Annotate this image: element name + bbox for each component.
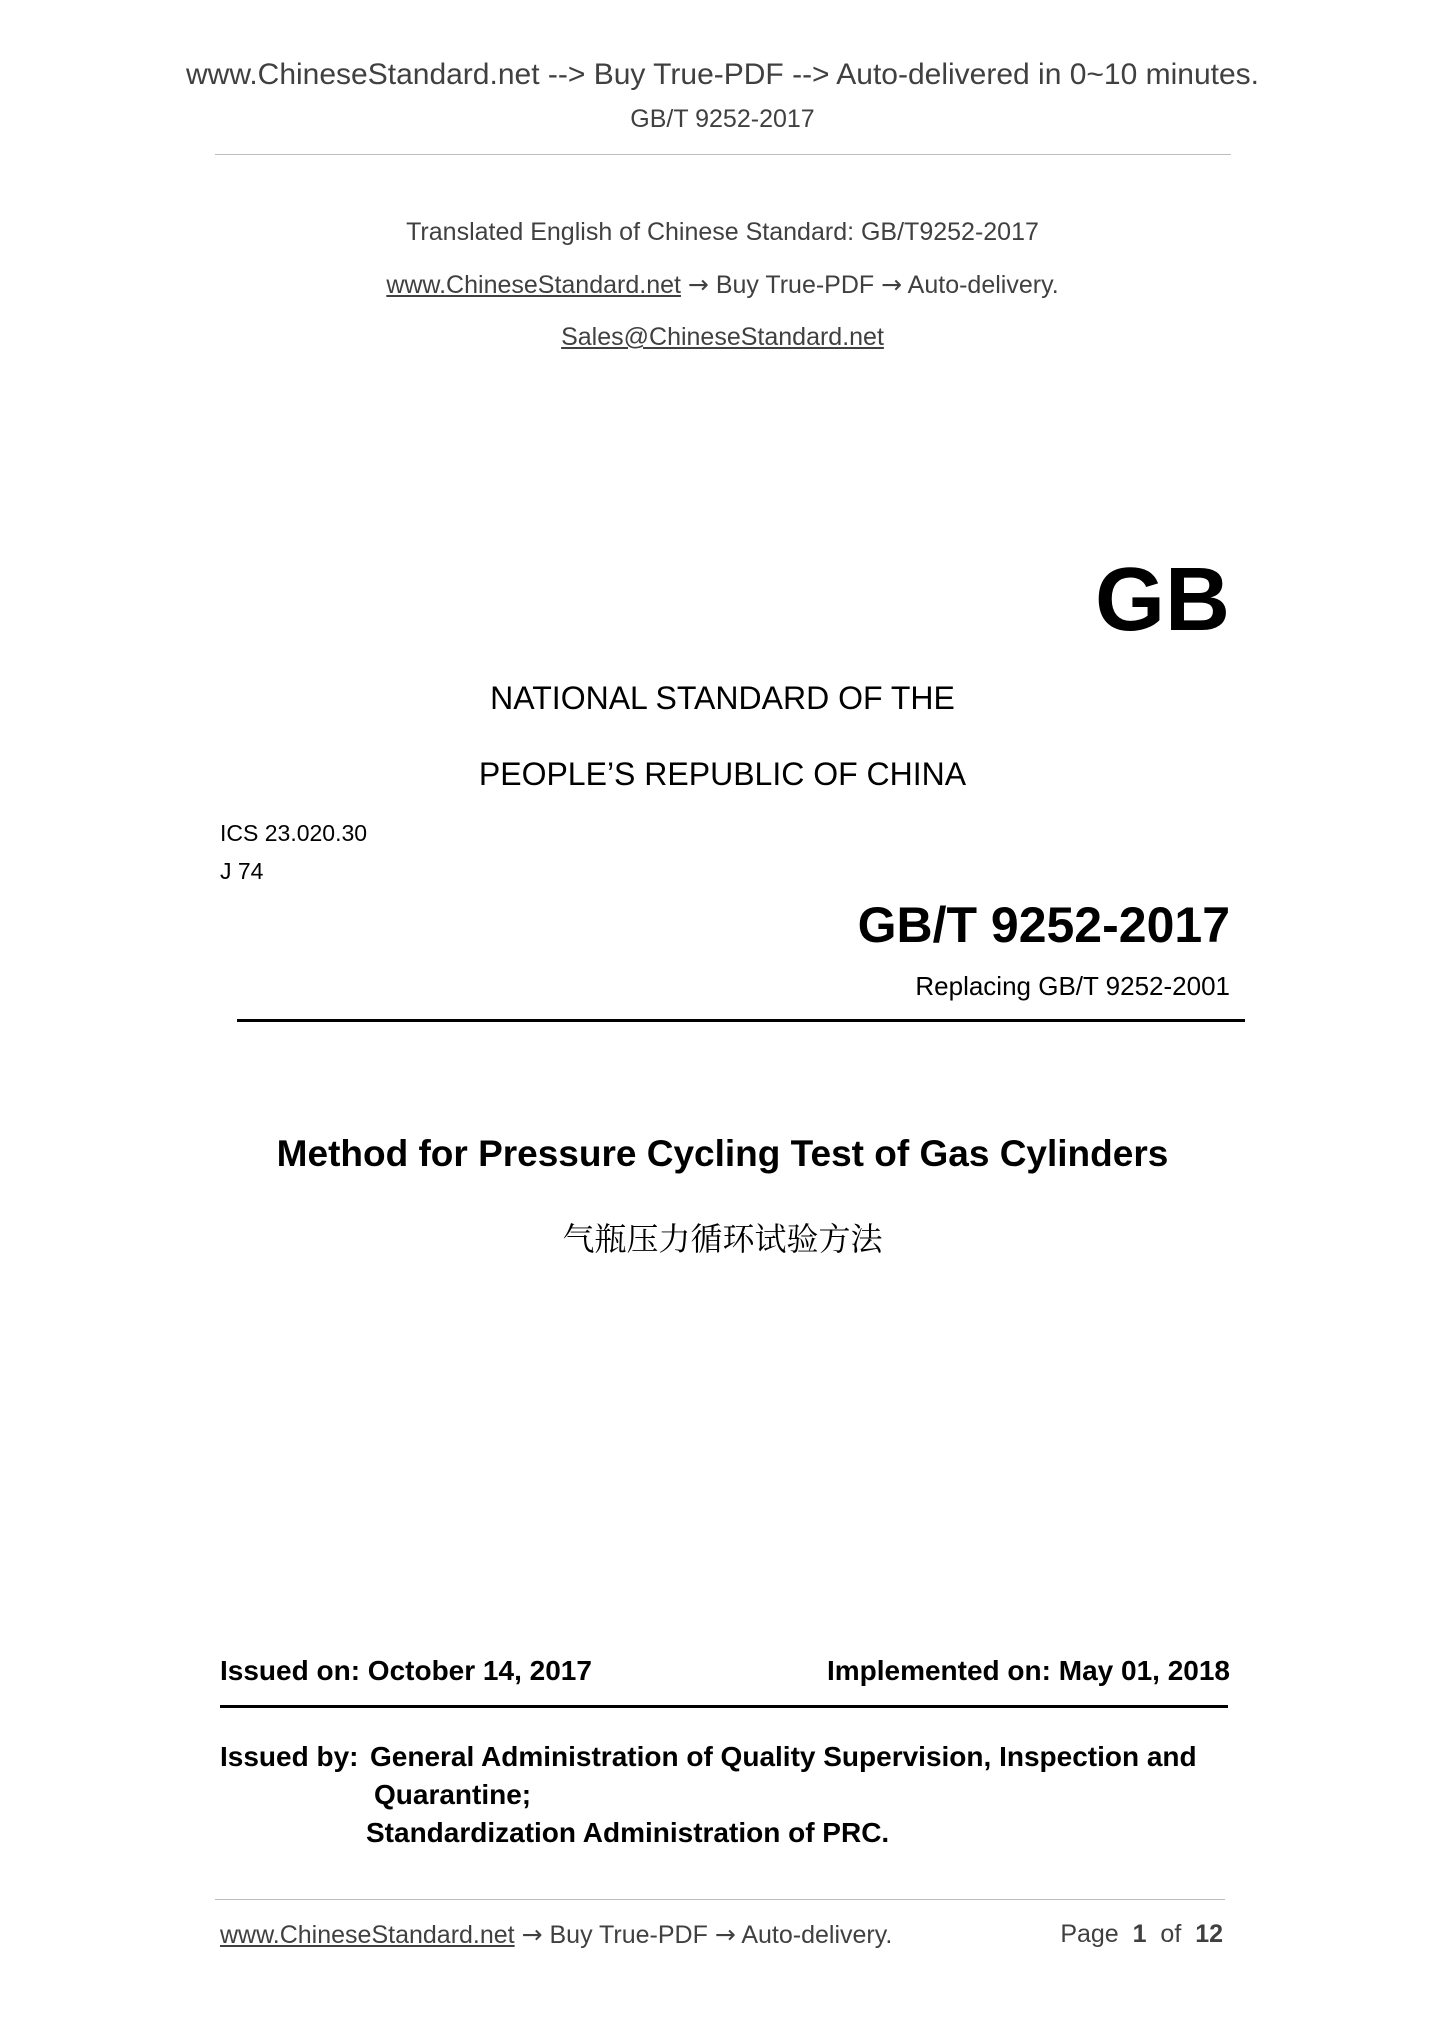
ics-code: ICS 23.020.30 — [220, 820, 368, 846]
footer-auto-delivery-text: Auto-delivery. — [741, 1921, 893, 1949]
header-banner: www.ChineseStandard.net --> Buy True-PDF --> Auto-delivered in 0~10 minutes. — [185, 58, 1260, 91]
site-link[interactable]: www.ChineseStandard.net — [386, 271, 681, 299]
arrow-right-icon: → — [881, 270, 903, 299]
national-line-2: PEOPLE’S REPUBLIC OF CHINA — [478, 756, 967, 792]
page-of: of — [1160, 1920, 1182, 1948]
sales-email-link[interactable]: Sales@ChineseStandard.net — [561, 323, 884, 351]
footer-link-line — [220, 1920, 892, 1950]
replacing-note: Replacing GB/T 9252-2001 — [915, 971, 1230, 1001]
issued-on: Issued on: October 14, 2017 — [220, 1655, 592, 1686]
buy-text: Buy True-PDF — [715, 271, 875, 299]
header-divider — [215, 154, 1231, 155]
header-doc-code: GB/T 9252-2017 — [630, 105, 815, 133]
auto-delivery-text: Auto-delivery. — [907, 271, 1059, 299]
arrow-right-icon: → — [521, 1920, 543, 1949]
gb-mark: GB — [1095, 550, 1230, 650]
issued-by-line-2: Quarantine; — [374, 1779, 532, 1810]
title-chinese: 气瓶压力循环试验方法 — [562, 1220, 883, 1258]
arrow-right-icon: → — [714, 1920, 736, 1949]
email-line — [0, 323, 1445, 352]
page-total: 12 — [1195, 1920, 1223, 1948]
dates-divider — [220, 1705, 1228, 1708]
footer-site-link[interactable]: www.ChineseStandard.net — [220, 1921, 515, 1949]
title-divider — [237, 1019, 1245, 1022]
page-indicator — [1060, 1920, 1223, 1949]
title-english: Method for Pressure Cycling Test of Gas Cylinders — [276, 1133, 1169, 1174]
page-label: Page — [1060, 1920, 1119, 1948]
standard-number: GB/T 9252-2017 — [857, 897, 1230, 953]
implemented-on: Implemented on: May 01, 2018 — [826, 1655, 1230, 1686]
issued-by-label: Issued by: — [220, 1741, 359, 1772]
issued-by-line-1: General Administration of Quality Supervision, Inspection and — [370, 1741, 1197, 1772]
issued-by-line-3: Standardization Administration of PRC. — [366, 1817, 890, 1848]
arrow-right-icon: → — [687, 270, 709, 299]
intro-link-line — [0, 270, 1445, 300]
national-line-1: NATIONAL STANDARD OF THE — [490, 680, 955, 716]
footer-divider — [215, 1899, 1225, 1900]
translated-line: Translated English of Chinese Standard: GB/T9252-2017 — [406, 218, 1039, 246]
ccs-code: J 74 — [220, 858, 264, 884]
page-current: 1 — [1132, 1920, 1147, 1948]
footer-buy-text: Buy True-PDF — [549, 1921, 708, 1949]
